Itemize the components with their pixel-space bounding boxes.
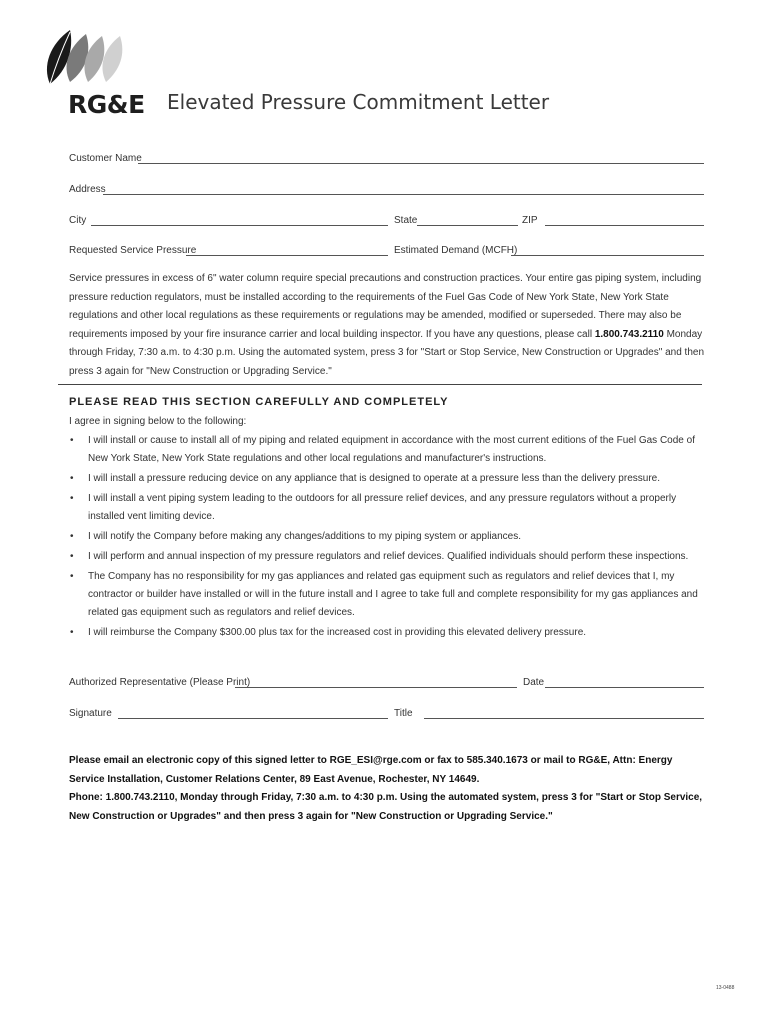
section-divider bbox=[58, 384, 702, 385]
requested-pressure-label: Requested Service Pressure bbox=[69, 245, 197, 256]
commitment-list bbox=[69, 432, 714, 644]
list-item bbox=[69, 568, 714, 622]
list-item-text: I will perform and annual inspection of my pressure regulators and relief devices. Qualified individuals should perform these inspections. bbox=[88, 551, 689, 562]
section-heading: PLEASE READ THIS SECTION CAREFULLY AND COMPLETELY bbox=[69, 396, 449, 408]
estimated-demand-label: Estimated Demand (MCFH) bbox=[394, 245, 518, 256]
authorized-rep-field[interactable] bbox=[235, 687, 517, 688]
city-label: City bbox=[69, 215, 87, 226]
address-label: Address bbox=[69, 184, 106, 195]
title-label: Title bbox=[394, 708, 413, 719]
date-field[interactable] bbox=[545, 687, 704, 688]
zip-label: ZIP bbox=[522, 215, 538, 226]
address-field[interactable] bbox=[103, 194, 704, 195]
list-item-text: I will install or cause to install all of my piping and related equipment in accordance with the most current editions of the Fuel Gas Code of New York State, New York State regulations and other local regulations and manufacturer's instructions. bbox=[88, 435, 695, 464]
customer-name-field[interactable] bbox=[138, 163, 704, 164]
customer-name-label: Customer Name bbox=[69, 153, 142, 164]
list-item-text: I will reimburse the Company $300.00 plus tax for the increased cost in providing this elevated delivery pressure. bbox=[88, 627, 587, 638]
list-item bbox=[69, 490, 714, 526]
signature-label: Signature bbox=[69, 708, 112, 719]
signature-field[interactable] bbox=[118, 718, 388, 719]
bullet-icon: • bbox=[70, 627, 74, 638]
authorized-rep-label: Authorized Representative (Please Print) bbox=[69, 677, 251, 688]
bullet-icon: • bbox=[70, 493, 74, 504]
title-field[interactable] bbox=[424, 718, 704, 719]
rge-leaf-logo bbox=[40, 26, 130, 88]
date-label: Date bbox=[523, 677, 545, 688]
list-item-text: The Company has no responsibility for my gas appliances and related gas equipment such as regulators and relief devices that I, my contractor or builder have installed or will in the future install and I agree to take full and complete responsibility for my gas appliances and related gas equipment such as regulators and relief devices. bbox=[88, 571, 698, 618]
bullet-icon: • bbox=[70, 473, 74, 484]
city-field[interactable] bbox=[91, 225, 388, 226]
submission-instructions bbox=[69, 752, 709, 826]
list-item bbox=[69, 624, 714, 642]
submission-line: Please email an electronic copy of this signed letter to RGE_ESI@rge.com or fax to 585.340.1673 or mail to RG&E, Attn: Energy Service Installation, Customer Relations Center, 89 East Avenue, Rochester, NY 14649. bbox=[69, 755, 673, 785]
bullet-icon: • bbox=[70, 435, 74, 446]
form-code: 13-0488 bbox=[716, 985, 735, 991]
bullet-icon: • bbox=[70, 571, 74, 582]
agree-statement: I agree in signing below to the following: bbox=[69, 416, 247, 427]
intro-phone: 1.800.743.2110 bbox=[594, 328, 664, 340]
list-item-text: I will install a pressure reducing device on any appliance that is designed to operate at a pressure less than the delivery pressure. bbox=[88, 473, 660, 484]
brand-logo-text: RG&E bbox=[68, 90, 145, 119]
zip-field[interactable] bbox=[545, 225, 704, 226]
requested-pressure-field[interactable] bbox=[186, 255, 388, 256]
intro-text-b: Monday through Friday, 7:30 a.m. to 4:30 p.m. Using the automated system, press 3 for "Start or Stop Service, New Construction or Upgrades" and then press 3 again for "New Construction or Upgrading Service." bbox=[69, 328, 704, 377]
list-item bbox=[69, 470, 714, 488]
bullet-icon: • bbox=[70, 531, 74, 542]
page-title: Elevated Pressure Commitment Letter bbox=[167, 90, 550, 114]
list-item bbox=[69, 528, 714, 546]
list-item-text: I will install a vent piping system leading to the outdoors for all pressure relief devices, and any pressure regulators without a properly installed vent limiting device. bbox=[88, 493, 677, 522]
bullet-icon: • bbox=[70, 551, 74, 562]
estimated-demand-field[interactable] bbox=[511, 255, 704, 256]
list-item bbox=[69, 432, 714, 468]
state-field[interactable] bbox=[417, 225, 518, 226]
phone-line: Phone: 1.800.743.2110, Monday through Friday, 7:30 a.m. to 4:30 p.m. Using the automated system, press 3 for "Start or Stop Service, New Construction or Upgrades" and then press 3 again for "New Construction or Upgrading Service." bbox=[69, 792, 703, 822]
intro-text-a: Service pressures in excess of 6" water column require special precautions and construction practices. Your entire gas piping system, including pressure reduction regulators, must be installed according to the requirements of the Fuel Gas Code of New York State, New York State regulations and other local regulations as these requirements or regulations may be amended, modified or superseded. There may also be requirements imposed by your fire insurance carrier and local building inspector. If you have any questions, please call bbox=[69, 273, 702, 340]
list-item-text: I will notify the Company before making any changes/additions to my piping system or appliances. bbox=[88, 531, 522, 542]
list-item bbox=[69, 548, 714, 566]
state-label: State bbox=[394, 215, 418, 226]
intro-paragraph bbox=[69, 270, 709, 381]
